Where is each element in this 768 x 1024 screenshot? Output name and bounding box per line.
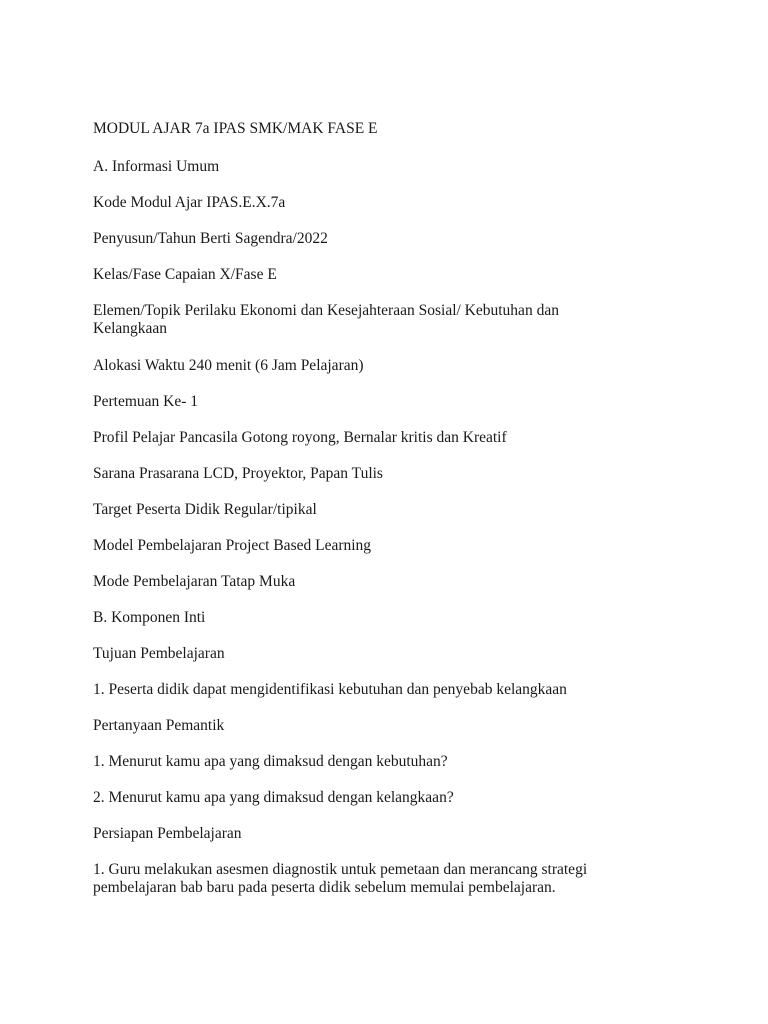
penyusun: Penyusun/Tahun Berti Sagendra/2022 bbox=[93, 230, 328, 247]
pertemuan: Pertemuan Ke- 1 bbox=[93, 393, 199, 410]
section-a-heading: A. Informasi Umum bbox=[93, 158, 220, 175]
kelas-fase: Kelas/Fase Capaian X/Fase E bbox=[93, 266, 277, 283]
target-peserta: Target Peserta Didik Regular/tipikal bbox=[93, 501, 317, 518]
kode-modul: Kode Modul Ajar IPAS.E.X.7a bbox=[93, 194, 286, 211]
tujuan-heading: Tujuan Pembelajaran bbox=[93, 645, 225, 662]
persiapan-heading: Persiapan Pembelajaran bbox=[93, 825, 242, 842]
pertanyaan-heading: Pertanyaan Pemantik bbox=[93, 717, 225, 734]
alokasi-waktu: Alokasi Waktu 240 menit (6 Jam Pelajaran) bbox=[93, 357, 364, 374]
persiapan-item-1-line1: 1. Guru melakukan asesmen diagnostik untuk pemetaan dan merancang strategi bbox=[93, 861, 588, 878]
mode-pembelajaran: Mode Pembelajaran Tatap Muka bbox=[93, 573, 296, 590]
pertanyaan-item-1: 1. Menurut kamu apa yang dimaksud dengan kebutuhan? bbox=[93, 753, 448, 770]
pertanyaan-item-2: 2. Menurut kamu apa yang dimaksud dengan kelangkaan? bbox=[93, 789, 454, 806]
sarana-prasarana: Sarana Prasarana LCD, Proyektor, Papan Tulis bbox=[93, 465, 383, 482]
model-pembelajaran: Model Pembelajaran Project Based Learning bbox=[93, 537, 372, 554]
elemen-topik-line1: Elemen/Topik Perilaku Ekonomi dan Kesejahteraan Sosial/ Kebutuhan dan bbox=[93, 302, 559, 319]
document-title: MODUL AJAR 7a IPAS SMK/MAK FASE E bbox=[93, 120, 378, 137]
persiapan-item-1-line2: pembelajaran bab baru pada peserta didik sebelum memulai pembelajaran. bbox=[93, 879, 556, 896]
tujuan-item-1: 1. Peserta didik dapat mengidentifikasi kebutuhan dan penyebab kelangkaan bbox=[93, 681, 567, 698]
profil-pelajar: Profil Pelajar Pancasila Gotong royong, Bernalar kritis dan Kreatif bbox=[93, 429, 507, 446]
section-b-heading: B. Komponen Inti bbox=[93, 609, 206, 626]
elemen-topik-line2: Kelangkaan bbox=[93, 320, 168, 337]
